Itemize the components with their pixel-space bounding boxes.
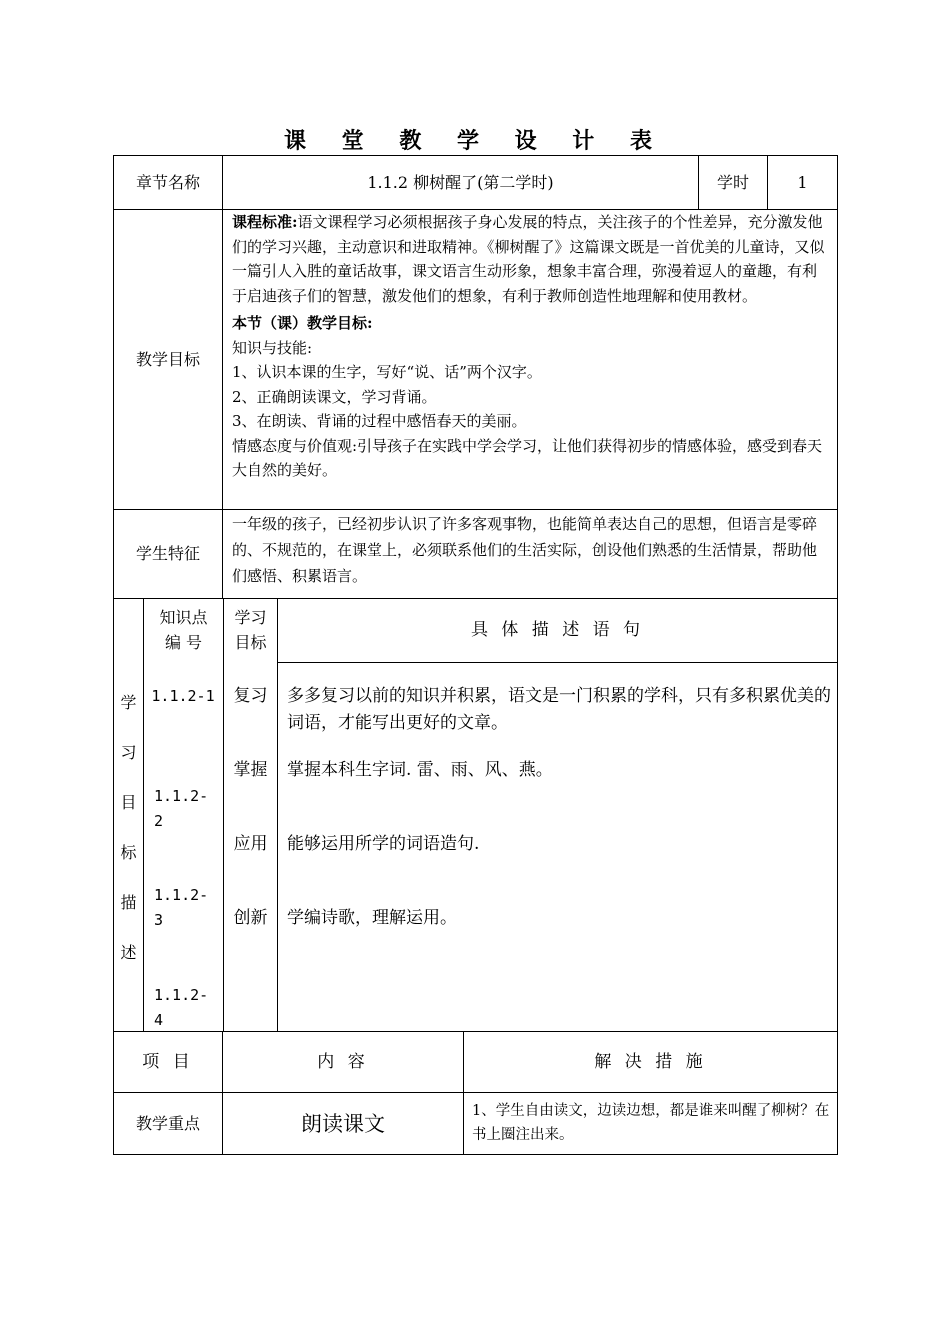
- content-header: 内 容: [317, 1052, 369, 1072]
- goal-label: 应用: [233, 834, 268, 854]
- desc-text: 多多复习以前的知识并积累，语文是一门积累的学科，只有多积累优美的词语，才能写出更好的文章。: [287, 686, 831, 733]
- kp-code: 1.1.2-2: [154, 787, 209, 830]
- focus-content: 朗读课文: [301, 1112, 385, 1136]
- goal-label: 创新: [233, 908, 268, 928]
- learning-side-label: 学 习 目 标 描 述: [120, 693, 137, 962]
- hours-label: 学时: [716, 173, 749, 192]
- objective-line: 3、在朗读、背诵的过程中感悟春天的美丽。: [232, 412, 527, 430]
- measures-header: 解 决 措 施: [594, 1052, 707, 1072]
- hours-value: 1: [797, 173, 808, 192]
- page-title: 课 堂 教 学 设 计 表: [284, 128, 666, 154]
- objective-line: 2、正确朗读课文，学习背诵。: [232, 387, 437, 406]
- standard-heading: 课程标准:: [232, 213, 298, 231]
- objective-line: 情感态度与价值观:引导孩子在实践中学会学习，让他们获得初步的情感体验，感受到春天大自然的美好。: [232, 436, 823, 479]
- kp-code: 1.1.2-4: [154, 986, 209, 1029]
- kp-code: 1.1.2-1: [151, 687, 215, 705]
- standard-text: 语文课程学习必须根据孩子身心发展的特点，关注孩子的个性差异，充分激发他们的学习兴趣，主动意识和进取精神。《柳树醒了》这篇课文既是一首优美的儿童诗，又似一篇引人入胜的童话故事，课文语言生动形象，想象丰富合理，弥漫着逗人的童趣，有利于启迪孩子们的智慧，激发他们的想象，有利于教师创造性地理解和使用教材。: [232, 213, 825, 305]
- kp-header: 知识点 编 号: [159, 608, 208, 652]
- chapter-label: 章节名称: [135, 173, 200, 192]
- students-label: 学生特征: [135, 544, 200, 563]
- focus-measure: 1、学生自由读文，边读边想，都是谁来叫醒了柳树？在书上圈注出来。: [472, 1103, 830, 1143]
- desc-text: 学编诗歌，理解运用。: [287, 908, 457, 928]
- students-text: 一年级的孩子，已经初步认识了许多客观事物，也能简单表达自己的思想，但语言是零碎的、不规范的，在课堂上，必须联系他们的生活实际，创设他们熟悉的生活情景，帮助他们感悟、积累语言。: [232, 515, 818, 585]
- goal-label: 掌握: [233, 760, 268, 780]
- focus-label: 教学重点: [135, 1114, 200, 1133]
- kp-code: 1.1.2-3: [154, 886, 209, 929]
- desc-text: 能够运用所学的词语造句.: [287, 834, 480, 854]
- goal-header: 学习 目标: [234, 608, 267, 652]
- goal-label: 复习: [233, 686, 268, 706]
- objective-line: 1、认识本课的生字，写好“说、话”两个汉字。: [232, 363, 542, 381]
- chapter-value: 1.1.2 柳树醒了(第二学时): [367, 173, 554, 192]
- objectives-label: 教学目标: [135, 350, 200, 369]
- objectives-content: [232, 210, 829, 483]
- desc-text: 掌握本科生字词. 雷、雨、风、燕。: [287, 760, 553, 780]
- lesson-heading: 本节（课）教学目标:: [232, 314, 373, 332]
- objective-line: 知识与技能:: [232, 338, 313, 357]
- item-header: 项 目: [142, 1052, 194, 1072]
- course-standard: [232, 210, 829, 308]
- desc-header: 具 体 描 述 语 句: [470, 620, 645, 640]
